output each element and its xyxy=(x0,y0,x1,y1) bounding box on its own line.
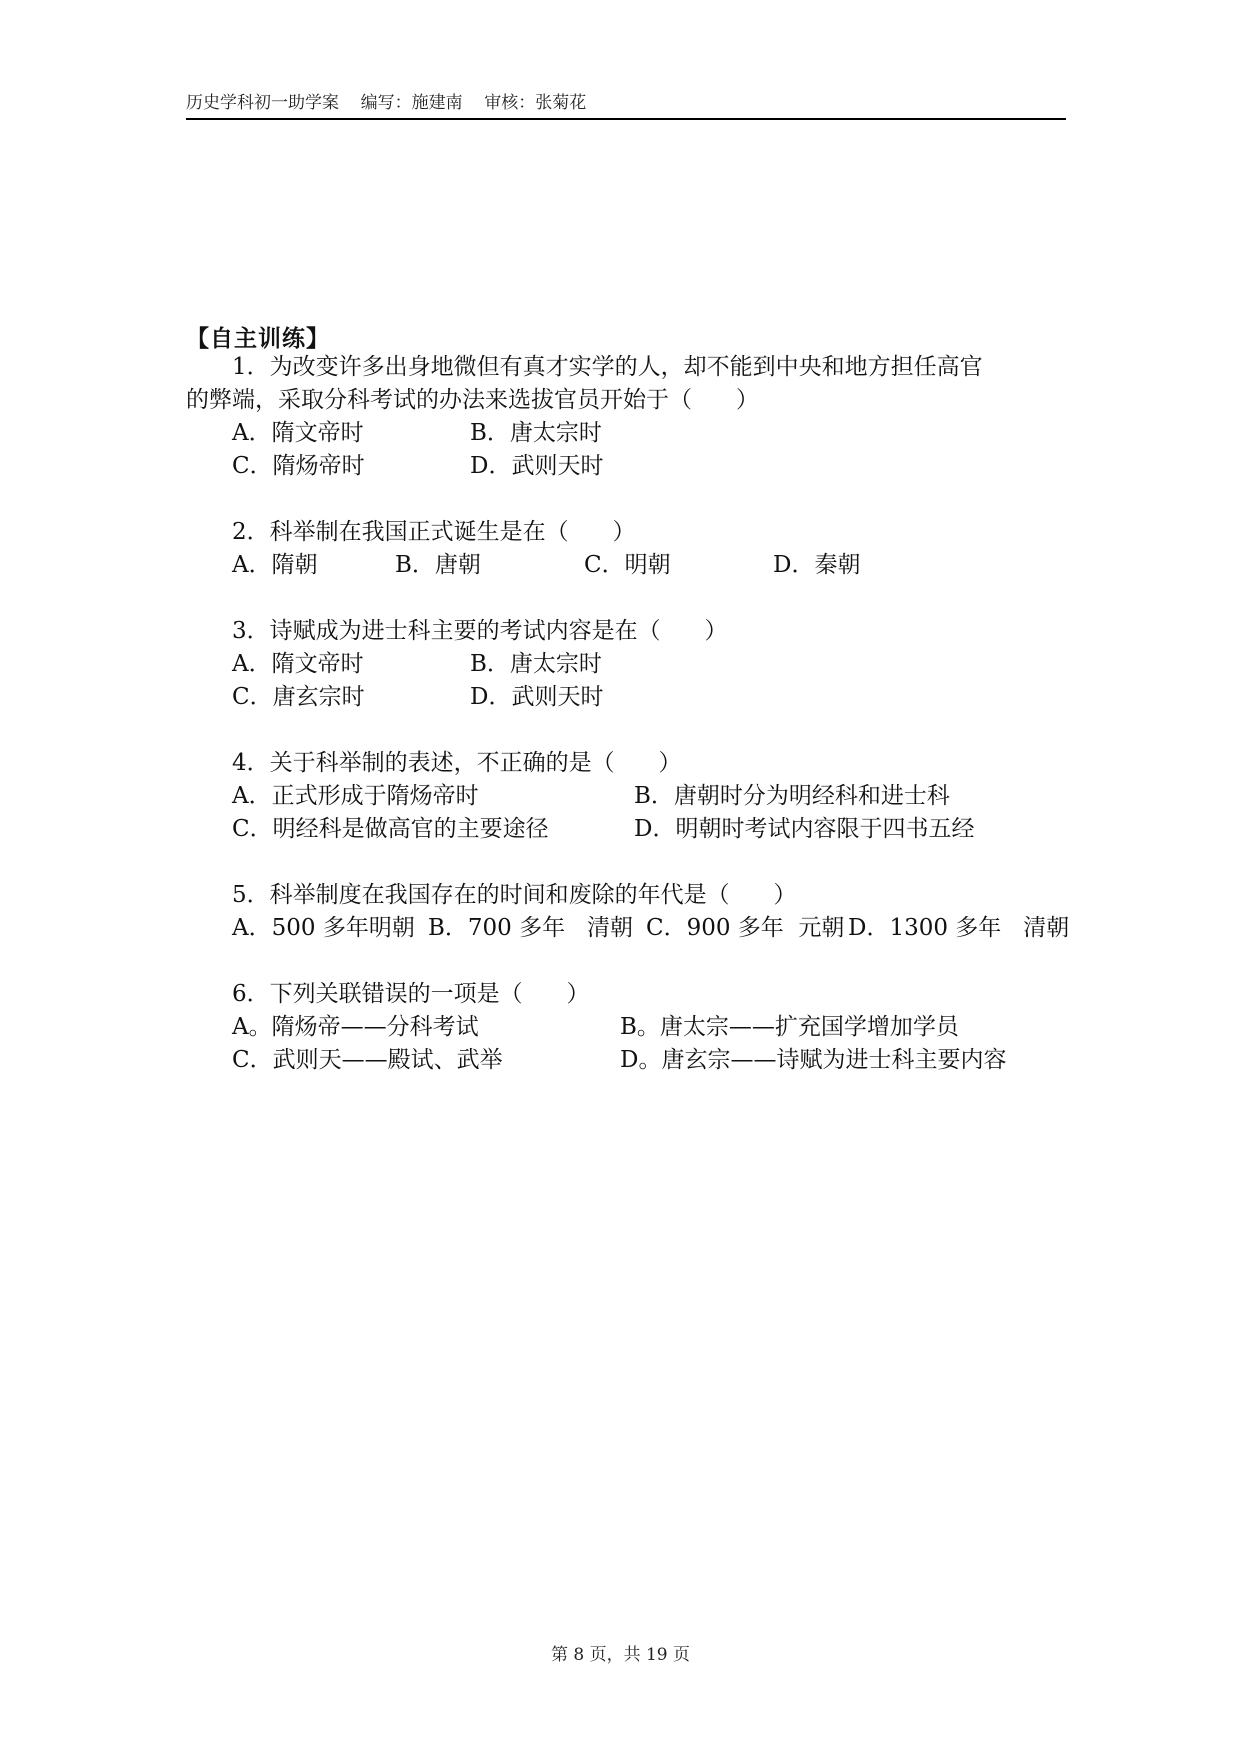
question-5-option-c: C．900 多年 元朝 xyxy=(646,915,845,941)
question-2-option-d: D．秦朝 xyxy=(773,552,861,578)
question-1-option-b: B．唐太宗时 xyxy=(470,420,602,446)
question-6-stem: 6．下列关联错误的一项是（ ） xyxy=(232,981,590,1007)
question-3-option-c: C．唐玄宗时 xyxy=(232,684,365,710)
question-4-option-b: B．唐朝时分为明经科和进士科 xyxy=(634,783,950,809)
page-footer: 第 8 页，共 19 页 xyxy=(550,1645,691,1665)
question-6-option-d: D。唐玄宗——诗赋为进士科主要内容 xyxy=(620,1047,1007,1073)
page-header: 历史学科初一助学案 编写：施建南 审核：张菊花 xyxy=(186,88,1066,120)
section-title: 【自主训练】 xyxy=(186,326,330,352)
question-1-option-c: C．隋炀帝时 xyxy=(232,453,365,479)
question-3-option-a: A．隋文帝时 xyxy=(232,651,364,677)
question-2-option-a: A．隋朝 xyxy=(232,552,318,578)
question-2-option-b: B．唐朝 xyxy=(395,552,481,578)
question-3-stem: 3．诗赋成为进士科主要的考试内容是在（ ） xyxy=(232,618,728,644)
question-5-stem: 5．科举制度在我国存在的时间和废除的年代是（ ） xyxy=(232,882,797,908)
question-4-option-c: C．明经科是做高官的主要途径 xyxy=(232,816,549,842)
question-6-option-c: C．武则天——殿试、武举 xyxy=(232,1047,503,1073)
question-2-stem: 2．科举制在我国正式诞生是在（ ） xyxy=(232,519,636,545)
question-1-stem-line-1: 1．为改变许多出身地微但有真才实学的人，却不能到中央和地方担任高官 xyxy=(232,354,983,380)
question-5-option-b: B．700 多年 清朝 xyxy=(428,915,634,941)
question-2-option-c: C．明朝 xyxy=(584,552,671,578)
question-5-option-a: A．500 多年明朝 xyxy=(232,915,415,941)
question-4-option-d: D．明朝时考试内容限于四书五经 xyxy=(634,816,975,842)
question-1-option-d: D．武则天时 xyxy=(470,453,604,479)
question-6-option-b: B。唐太宗——扩充国学增加学员 xyxy=(620,1014,959,1040)
question-1-stem-line-2: 的弊端，采取分科考试的办法来选拔官员开始于（ ） xyxy=(186,387,759,413)
question-1-option-a: A．隋文帝时 xyxy=(232,420,364,446)
question-4-option-a: A．正式形成于隋炀帝时 xyxy=(232,783,479,809)
question-6-option-a: A。隋炀帝——分科考试 xyxy=(232,1014,479,1040)
question-5-option-d: D．1300 多年 清朝 xyxy=(848,915,1070,941)
question-4-stem: 4．关于科举制的表述，不正确的是（ ） xyxy=(232,750,682,776)
question-3-option-d: D．武则天时 xyxy=(470,684,604,710)
question-3-option-b: B．唐太宗时 xyxy=(470,651,602,677)
